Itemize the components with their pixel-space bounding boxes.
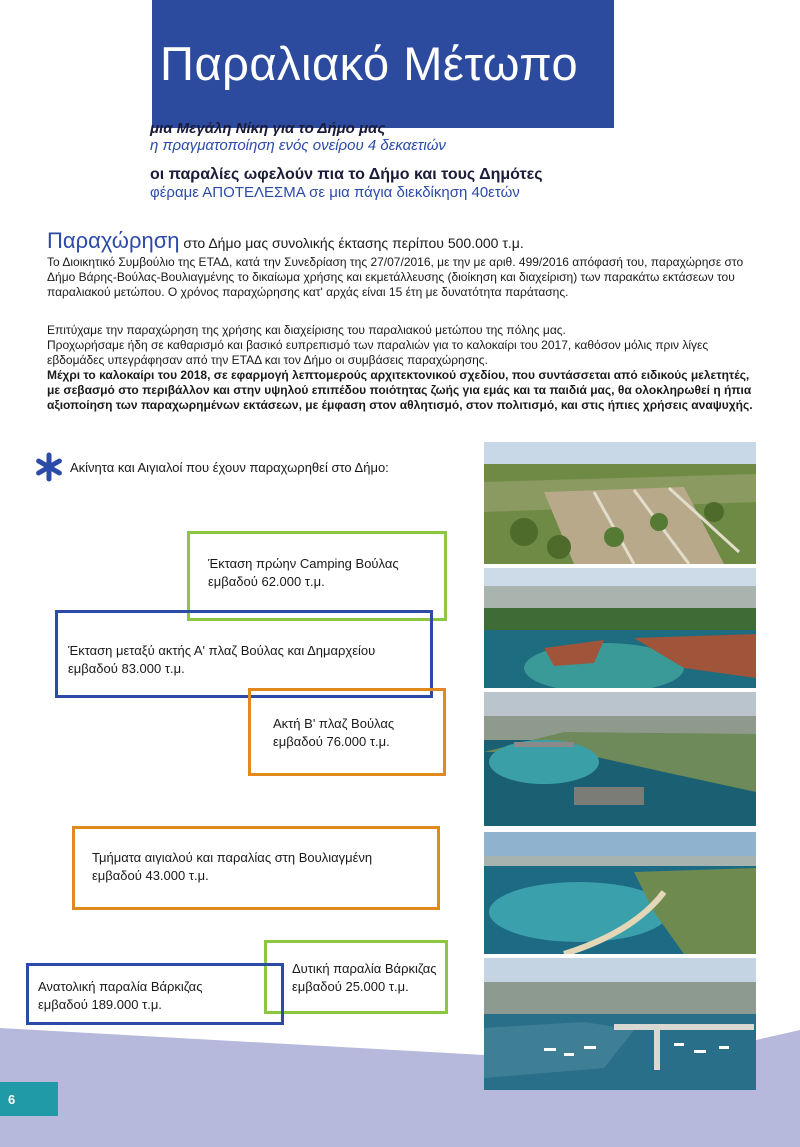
photo-b-plaz-voulas — [484, 692, 756, 826]
photo-vouliagmeni — [484, 832, 756, 954]
properties-intro: Ακίνητα και Αιγιαλοί που έχουν παραχωρηθεί στο Δήμο: — [70, 460, 389, 475]
paragraph-2: Επιτύχαμε την παραχώρηση της χρήσης και διαχείρισης του παραλιακού μετώπου της πόλης μας. — [47, 323, 566, 337]
section-heading-rest: στο Δήμο μας συνολικής έκτασης περίπου 500.000 τ.μ. — [179, 235, 524, 251]
section-heading-word: Παραχώρηση — [47, 228, 180, 253]
property-name: Δυτική παραλία Βάρκιζας — [292, 961, 437, 976]
property-label-b-plaz — [273, 715, 394, 751]
property-name: Έκταση πρώην Camping Βούλας — [208, 556, 399, 571]
property-name: Ανατολική παραλία Βάρκιζας — [38, 979, 203, 994]
photo-camping-voulas — [484, 442, 756, 564]
asterisk-icon — [34, 452, 64, 482]
property-area: εμβαδού 62.000 τ.μ. — [208, 574, 325, 589]
property-name: Τμήματα αιγιαλού και παραλίας στη Βουλιαγμένη — [92, 850, 373, 865]
paragraph-1: Το Διοικητικό Συμβούλιο της ΕΤΑΔ, κατά την Συνεδρίαση της 27/07/2016, με την με αριθ. 499/2016 απόφασή του, παραχώρησε στο Δήμο Βάρης-Βούλας-Βουλιαγμένης το δικαίωμα χρήσης και εκμετάλλευσης (διοίκηση και διαχείριση) των παρακάτω εκτάσεων του παραλιακού μετώπου. Ο χρόνος παραχώρησης κατ' αρχάς είναι 15 έτη με δυνατότητα παράτασης. — [47, 255, 744, 299]
property-name: Ακτή Β' πλαζ Βούλας — [273, 716, 395, 731]
footer-shape — [0, 1020, 800, 1147]
property-area: εμβαδού 83.000 τ.μ. — [68, 661, 185, 676]
section-heading — [47, 228, 524, 254]
property-label-east-varkiza — [38, 978, 202, 1014]
property-area: εμβαδού 25.000 τ.μ. — [292, 979, 409, 994]
subtitle-line-2: η πραγματοποίηση ενός ονείρου 4 δεκαετιών — [150, 137, 446, 154]
paragraph-3: Προχωρήσαμε ήδη σε καθαρισμό και βασικό ευπρεπισμό των παραλιών για το καλοκαίρι του 2017, καθόσον μόλις πριν λίγες εβδομάδες υπεγράφησαν από την ΕΤΑΔ και τον Δήμο οι συμβάσεις παραχώρησης. — [47, 338, 709, 367]
property-area: εμβαδού 189.000 τ.μ. — [38, 997, 162, 1012]
page-title: Παραλιακό Μέτωπο — [160, 37, 579, 90]
property-label-a-plaz — [68, 642, 375, 678]
property-label-vouliagmeni — [92, 849, 372, 885]
property-label-west-varkiza — [292, 960, 437, 996]
page-number: 6 — [8, 1092, 16, 1107]
property-area: εμβαδού 76.000 τ.μ. — [273, 734, 390, 749]
subtitle-line-1: μια Μεγάλη Νίκη για το Δήμο μας — [150, 120, 386, 137]
property-area: εμβαδού 43.000 τ.μ. — [92, 868, 209, 883]
property-name: Έκταση μεταξύ ακτής Α' πλαζ Βούλας και Δημαρχείου — [68, 643, 376, 658]
photo-a-plaz-voulas — [484, 568, 756, 688]
paragraph-4: Μέχρι το καλοκαίρι του 2018, σε εφαρμογή λεπτομερούς αρχιτεκτονικού σχεδίου, που συντάσσεται από ειδικούς μελετητές, με σεβασμό στο περιβάλλον και στην υψηλού επιπέδου ποιότητας ζωής για εμάς και τα παιδιά μας, θα ολοκληρωθεί η ήπια αξιοποίηση των παραχωρημένων εκτάσεων, με έμφαση στον αθλητισμό, στον πολιτισμό, και στις ήπιες χρήσεις αναψυχής. — [47, 368, 753, 412]
subtitle-line-4: φέραμε ΑΠΟΤΕΛΕΣΜΑ σε μια πάγια διεκδίκηση 40ετών — [150, 184, 520, 201]
property-label-camping — [208, 555, 399, 591]
subtitle-line-3: οι παραλίες ωφελούν πια το Δήμο και τους Δημότες — [150, 166, 543, 183]
